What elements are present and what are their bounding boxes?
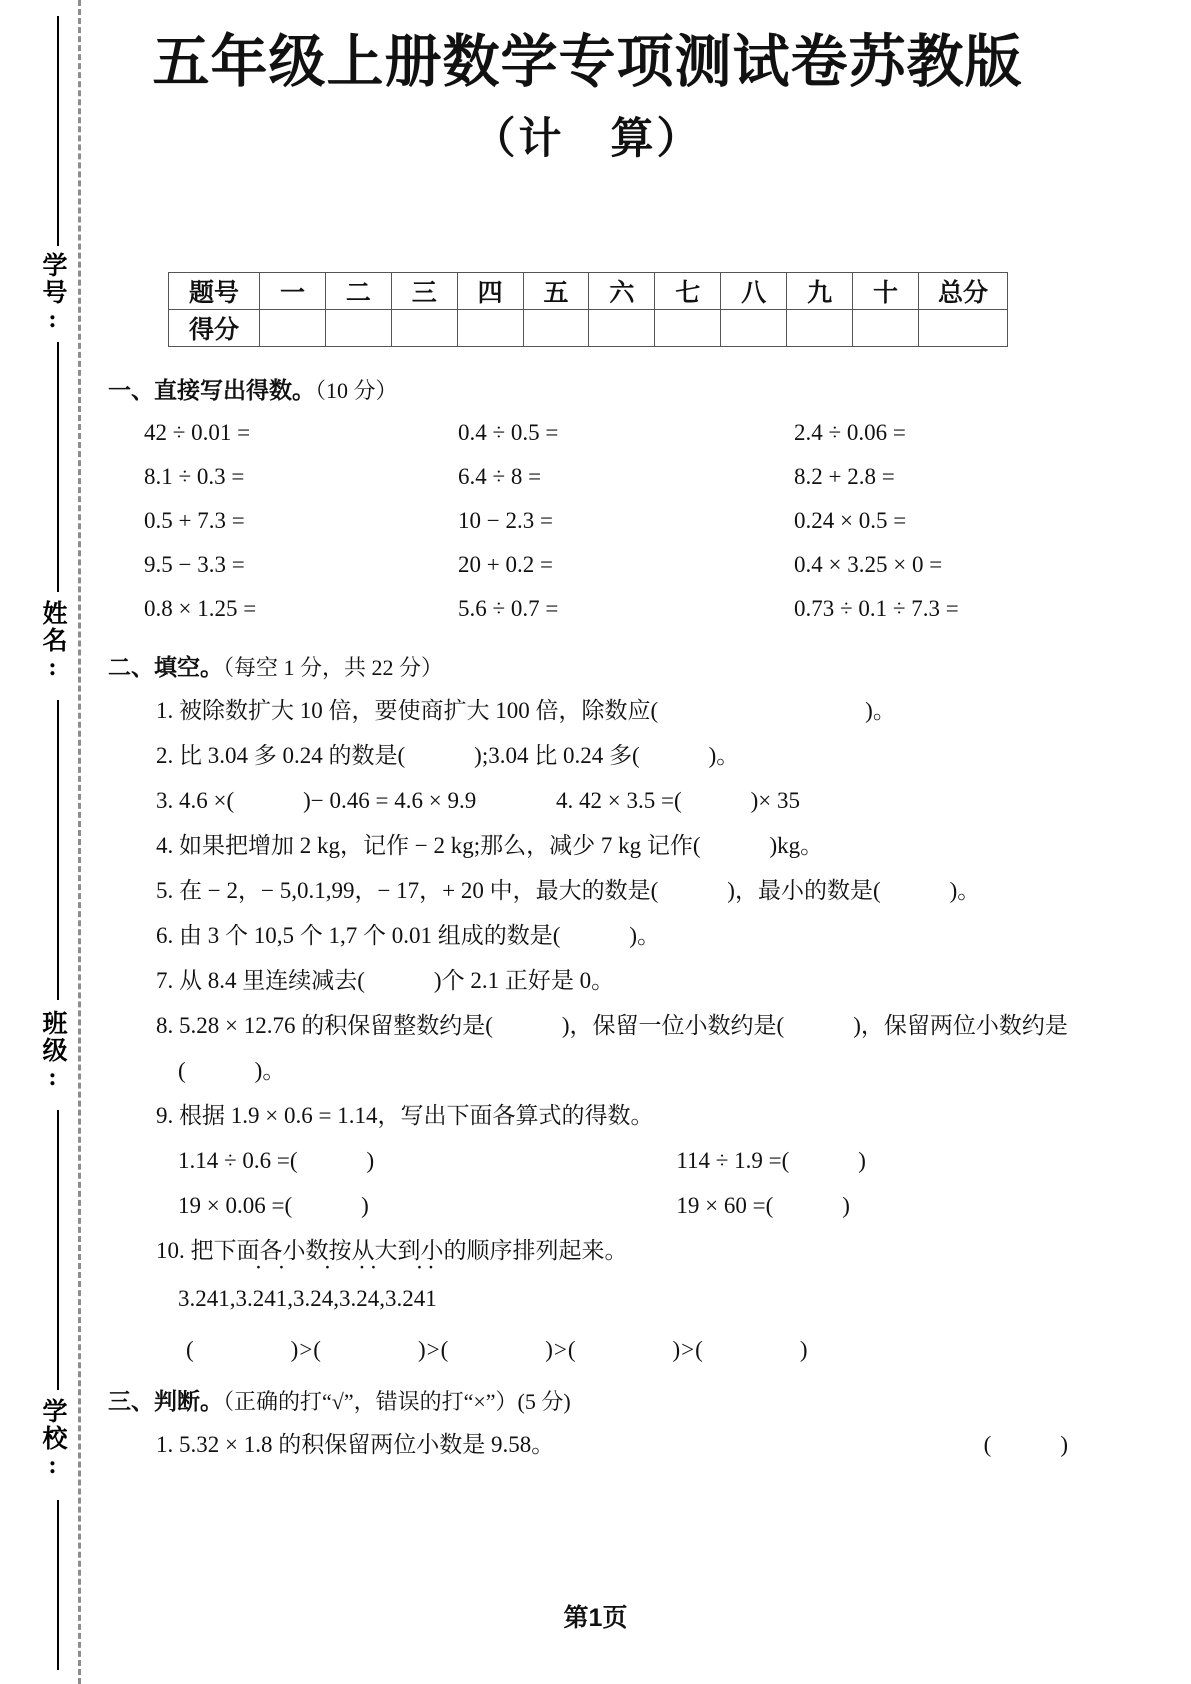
decimal-separator: , [379,1286,385,1311]
score-table-col-7: 七 [655,273,721,310]
margin-field-student-id: 学号: [39,252,66,335]
score-table-col-2: 二 [325,273,391,310]
page-number: 第1页 [563,1604,628,1632]
fill-question-9-item: 19 × 0.06 =( ) [178,1193,369,1218]
judge-question-1-answer-bracket[interactable]: ( ) [983,1432,1068,1457]
score-table-row-label-score: 得分 [169,310,260,347]
fill-question-3b: 4. 42 × 3.5 =( )× 35 [556,788,800,813]
calc-problem: 5.6 ÷ 0.7 = [458,596,559,621]
score-table-col-5: 五 [523,273,589,310]
calc-problem: 10 − 2.3 = [458,508,553,533]
calc-problem: 20 + 0.2 = [458,552,553,577]
margin-field-name: 姓名: [39,600,66,683]
fill-question-9-item: 19 × 60 =( ) [676,1193,850,1218]
calc-problem: 0.73 ÷ 0.1 ÷ 7.3 = [794,596,959,621]
margin-rule [57,16,59,246]
calc-problem: 0.4 ÷ 0.5 = [458,420,559,445]
score-cell-5[interactable] [523,310,589,347]
fill-question-8-continuation: ( )。 [178,1058,286,1083]
section-two-title: 二、填空。 [108,654,223,680]
fill-question-9-row [108,1183,1068,1228]
calc-row [108,587,1068,631]
margin-rule [57,700,59,1000]
calc-row [108,411,1068,455]
score-table-col-6: 六 [589,273,655,310]
repeating-decimal: 3.2 ·4 · [339,1286,379,1311]
score-cell-8[interactable] [721,310,787,347]
fill-question-9: 9. 根据 1.9 × 0.6 = 1.14，写出下面各算式的得数。 [156,1103,654,1128]
score-cell-4[interactable] [457,310,523,347]
title-main-text: 五年级上册数学专项测试卷苏教版 [152,30,1023,94]
fill-question-2: 2. 比 3.04 多 0.24 的数是( );3.04 比 0.24 多( )。 [156,743,740,768]
fill-question-9-row [108,1138,1068,1183]
score-cell-1[interactable] [260,310,326,347]
table-row-question-numbers [169,273,1008,310]
score-table-total-label: 总分 [919,273,1008,310]
margin-rule [57,1500,59,1670]
judge-question-1-text: 1. 5.32 × 1.8 的积保留两位小数是 9.58。 [156,1432,555,1457]
calc-row [108,543,1068,587]
score-cell-6[interactable] [589,310,655,347]
margin-fields-column [14,0,70,1684]
repeating-decimal: 3.2 ·41 · [236,1286,288,1311]
section-two-points: （每空 1 分，共 22 分） [223,655,444,680]
calc-problem: 8.2 + 2.8 = [794,464,895,489]
calc-problem: 0.24 × 0.5 = [794,508,907,533]
score-cell-total[interactable] [919,310,1008,347]
fill-question-1: 1. 被除数扩大 10 倍，要使商扩大 100 倍，除数应( )。 [156,698,896,723]
score-table-col-4: 四 [457,273,523,310]
calc-problem: 2.4 ÷ 0.06 = [794,420,906,445]
exam-body [108,362,1068,1467]
fill-question-3 [108,778,1068,823]
fill-question-9-item: 1.14 ÷ 0.6 =( ) [178,1148,375,1173]
section-one-points: （10 分） [315,378,398,403]
score-cell-9[interactable] [787,310,853,347]
score-table-col-10: 十 [853,273,919,310]
judge-question-1 [108,1422,1068,1467]
score-table-col-3: 三 [391,273,457,310]
cut-dashed-line [78,0,81,1684]
page-title [105,30,1070,168]
score-table [168,272,1008,347]
margin-field-school: 学校: [39,1398,66,1481]
section-three-points: （正确的打“√”，错误的打“×”）(5 分) [223,1389,571,1414]
score-cell-10[interactable] [853,310,919,347]
score-table-col-8: 八 [721,273,787,310]
repeating-decimal: 3.24 · [293,1286,333,1311]
margin-rule [57,342,59,592]
fill-question-10: 10. 把下面各小数按从大到小的顺序排列起来。 [156,1238,628,1263]
section-three-title: 三、判断。 [108,1388,223,1414]
calc-problem: 6.4 ÷ 8 = [458,464,542,489]
fill-question-7: 7. 从 8.4 里连续减去( )个 2.1 正好是 0。 [156,968,615,993]
calc-row [108,455,1068,499]
fill-question-8: 8. 5.28 × 12.76 的积保留整数约是( )，保留一位小数约是( )，保留两位小数约是 [156,1013,1068,1038]
score-table-col-9: 九 [787,273,853,310]
repeating-decimals-list [108,1273,1068,1325]
fill-question-5: 5. 在 − 2，− 5,0.1,99，− 17，+ 20 中，最大的数是( )，最小的数是( )。 [156,878,981,903]
section-one-title: 一、直接写出得数。 [108,377,315,403]
calc-problem: 0.4 × 3.25 × 0 = [794,552,943,577]
calc-problem: 0.8 × 1.25 = [144,596,257,621]
margin-rule [57,1110,59,1390]
section-one-heading [108,372,1068,405]
calc-problem: 0.5 + 7.3 = [144,508,245,533]
score-cell-2[interactable] [325,310,391,347]
calc-problem: 42 ÷ 0.01 = [144,420,251,445]
fill-question-9-item: 114 ÷ 1.9 =( ) [676,1148,866,1173]
score-cell-3[interactable] [391,310,457,347]
title-subtitle-text: （计 算） [472,114,703,163]
calc-problem: 9.5 − 3.3 = [144,552,245,577]
fill-question-6: 6. 由 3 个 10,5 个 1,7 个 0.01 组成的数是( )。 [156,923,661,948]
score-table-row-label-question: 题号 [169,273,260,310]
table-row-scores [169,310,1008,347]
fill-question-3a: 3. 4.6 ×( )− 0.46 = 4.6 × 9.9 [156,788,477,813]
decimal-separator: , [229,1286,236,1311]
fill-question-4: 4. 如果把增加 2 kg，记作 − 2 kg;那么，减少 7 kg 记作( )kg。 [156,833,824,858]
section-three-heading [108,1383,1068,1416]
repeating-decimal: 3.24 ·1 · [385,1286,437,1311]
score-table-col-1: 一 [260,273,326,310]
repeating-decimal: 3.241 [178,1286,230,1311]
decimal-separator: , [333,1286,339,1311]
margin-field-class: 班级: [39,1010,66,1093]
calc-row [108,499,1068,543]
score-cell-7[interactable] [655,310,721,347]
calc-problem: 8.1 ÷ 0.3 = [144,464,245,489]
ordering-answer-blanks: ( )>( )>( )>( )>( ) [186,1337,809,1362]
decimal-separator: , [287,1286,293,1311]
section-two-heading [108,649,1068,682]
